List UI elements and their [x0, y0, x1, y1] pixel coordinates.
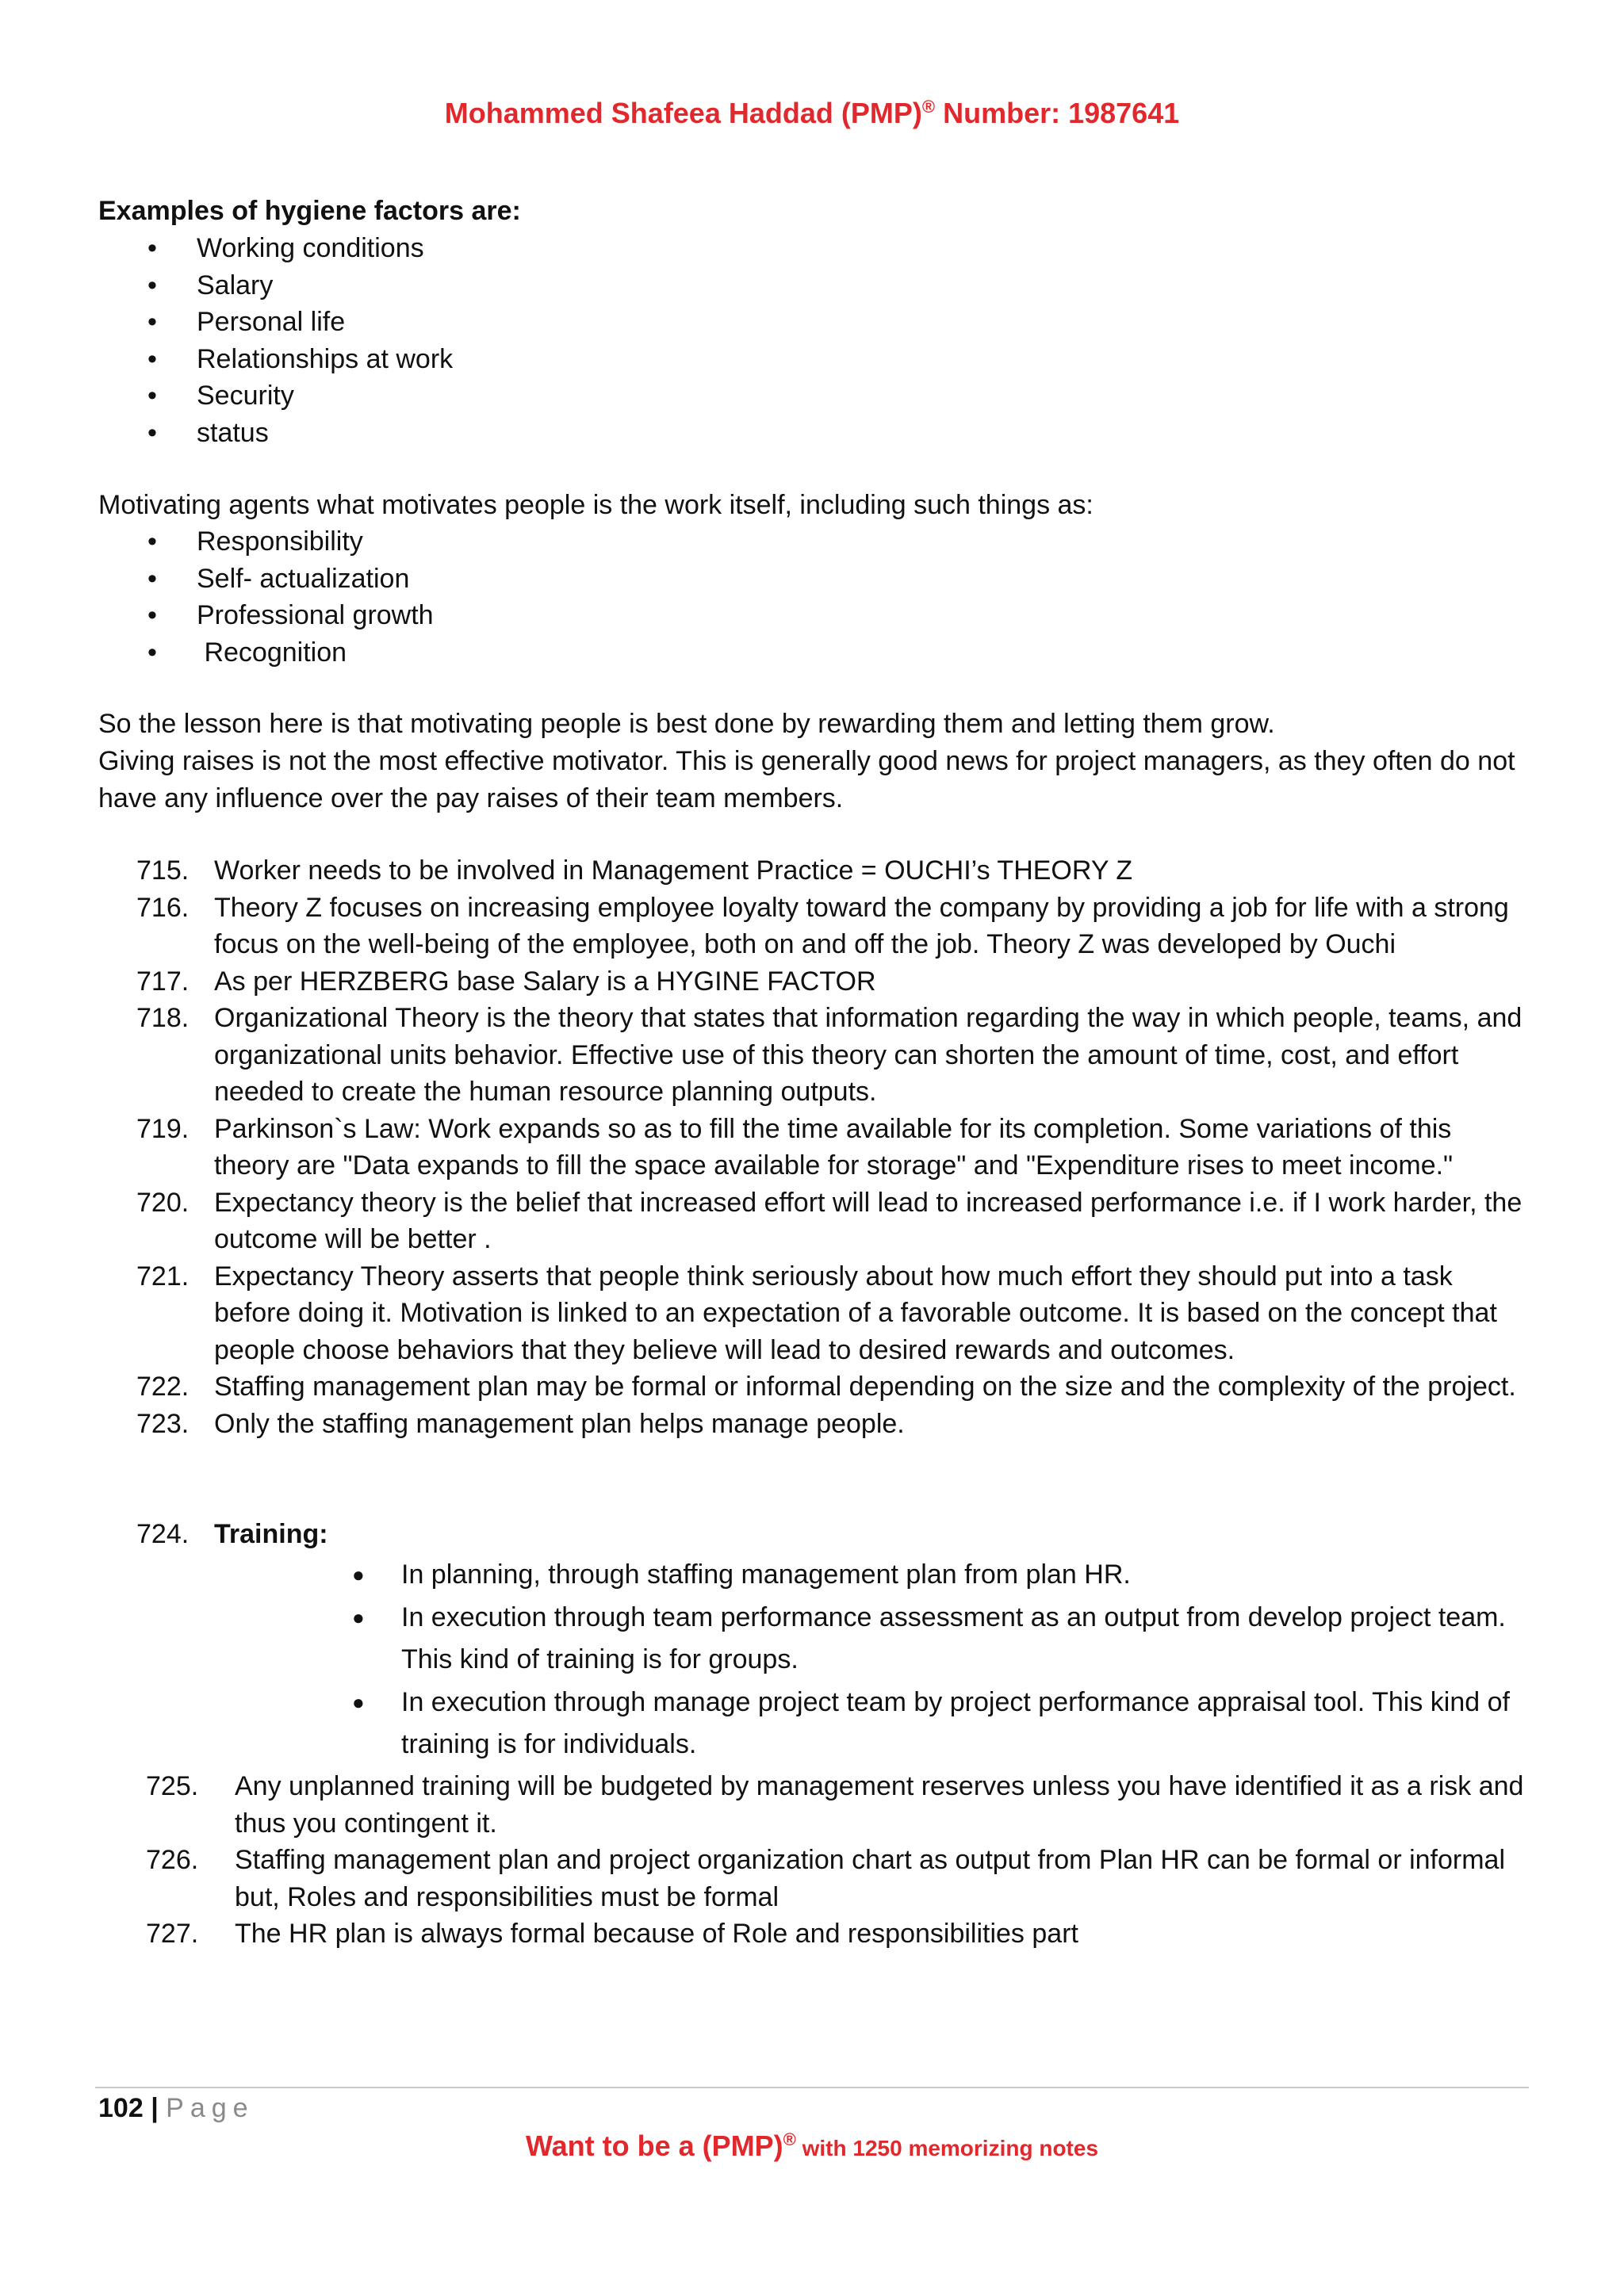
list-item: • status — [147, 415, 453, 452]
numbered-item — [136, 890, 1534, 963]
numbered-item — [136, 1258, 1534, 1369]
numbered-item — [136, 852, 1534, 890]
list-item: • Salary — [147, 267, 453, 304]
item-number: 725. — [146, 1771, 199, 1801]
item-text: Parkinson`s Law: Work expands so as to fill the time available for its completion. Some variations of this theory are "Data expands to fill the space available for storage" and "Expenditure rises to meet income." — [214, 1113, 1454, 1181]
item-number: 722. — [136, 1372, 190, 1402]
training-label: Training: — [214, 1519, 328, 1549]
item-number: 719. — [136, 1113, 190, 1144]
item-text: Expectancy Theory asserts that people think seriously about how much effort they should put into a task before doing it. Motivation is linked to an expectation of a favorable outcome. It is based on the concept that people choose behaviors that they believe will lead to desired rewards and outcomes. — [214, 1261, 1497, 1365]
item-number: 726. — [146, 1845, 199, 1875]
list-item: • Professional growth — [147, 597, 434, 634]
page-header — [0, 97, 1624, 130]
item-text: As per HERZBERG base Salary is a HYGINE FACTOR — [214, 966, 876, 997]
numbered-item — [146, 1915, 1534, 1953]
header-registered-mark: ® — [921, 97, 936, 117]
list-item: ● In planning, through staffing management plan from plan HR. — [349, 1554, 1538, 1597]
promo-registered-mark: ® — [783, 2130, 796, 2149]
list-item: • Relationships at work — [147, 341, 453, 378]
item-text: Staffing management plan and project organization chart as output from Plan HR can be formal or informal but, Roles and responsibilities must be formal — [235, 1845, 1506, 1912]
list-item: ● In execution through manage project team by project performance appraisal tool. This kind of training is for individuals. — [349, 1682, 1538, 1766]
numbered-item — [136, 1368, 1534, 1406]
numbered-item — [136, 1406, 1534, 1443]
page-number: 102 — [98, 2093, 144, 2123]
item-number: 727. — [146, 1919, 199, 1949]
numbered-item — [136, 1184, 1534, 1258]
item-number: 720. — [136, 1187, 190, 1218]
list-item: • Security — [147, 377, 453, 415]
training-bullet-list — [349, 1554, 1538, 1766]
item-number: 718. — [136, 1003, 190, 1033]
item-text: Expectancy theory is the belief that increased effort will lead to increased performance i.e. if I work harder, the outcome will be better . — [214, 1187, 1522, 1254]
list-item: ● In execution through team performance assessment as an output from develop project team. This kind of training is for groups. — [349, 1597, 1538, 1682]
item-text: Organizational Theory is the theory that states that information regarding the way in which people, teams, and organizational units behavior. Effective use of this theory can shorten the amount of time, cost, and effort needed to create the human resource planning outputs. — [214, 1003, 1522, 1107]
hygiene-factor-list — [147, 230, 453, 451]
list-item: • Personal life — [147, 304, 453, 341]
training-item — [136, 1516, 328, 1553]
list-item: • Working conditions — [147, 230, 453, 267]
item-number: 721. — [136, 1261, 190, 1292]
page-footer — [98, 2093, 255, 2124]
numbered-notes-list-continued — [146, 1768, 1534, 1953]
page-separator: | — [151, 2093, 159, 2123]
list-item: • Responsibility — [147, 523, 434, 561]
hygiene-heading: Examples of hygiene factors are: — [98, 196, 521, 226]
item-text: Only the staffing management plan helps manage people. — [214, 1408, 905, 1439]
header-title-main: Mohammed Shafeea Haddad (PMP) — [444, 97, 922, 129]
numbered-item — [146, 1768, 1534, 1842]
motivating-agent-list — [147, 523, 434, 671]
promo-small: with 1250 memorizing notes — [795, 2136, 1099, 2160]
footer-promo — [0, 2130, 1624, 2163]
list-item: • Self- actualization — [147, 561, 434, 598]
numbered-item — [136, 1111, 1534, 1184]
numbered-item — [146, 1842, 1534, 1915]
item-number: 716. — [136, 892, 190, 923]
item-text: The HR plan is always formal because of Role and responsibilities part — [235, 1919, 1078, 1949]
footer-divider — [95, 2087, 1529, 2088]
item-number: 715. — [136, 855, 190, 886]
item-text: Worker needs to be involved in Management Practice = OUCHI’s THEORY Z — [214, 855, 1133, 886]
list-item: • Recognition — [147, 634, 434, 672]
numbered-item — [136, 1000, 1534, 1111]
motivating-intro: Motivating agents what motivates people is the work itself, including such things as: — [98, 490, 1094, 520]
item-number: 724. — [136, 1519, 190, 1549]
lesson-line-1: So the lesson here is that motivating people is best done by rewarding them and letting them grow. — [98, 709, 1275, 739]
page-label: Page — [166, 2093, 255, 2123]
item-text: Theory Z focuses on increasing employee loyalty toward the company by providing a job for life with a strong focus on the well-being of the employee, both on and off the job. Theory Z was developed by Ouchi — [214, 892, 1509, 959]
header-number: Number: 1987641 — [935, 97, 1180, 129]
item-text: Staffing management plan may be formal or informal depending on the size and the complexity of the project. — [214, 1372, 1516, 1402]
promo-main: Want to be a (PMP) — [525, 2130, 783, 2162]
item-number: 723. — [136, 1408, 190, 1439]
item-text: Any unplanned training will be budgeted by management reserves unless you have identified it as a risk and thus you contingent it. — [235, 1771, 1524, 1839]
numbered-notes-list — [136, 852, 1534, 1442]
lesson-line-2: Giving raises is not the most effective motivator. This is generally good news for project managers, as they often do not have any influence over the pay raises of their team members. — [98, 746, 1515, 813]
item-number: 717. — [136, 966, 190, 997]
numbered-item — [136, 963, 1534, 1001]
